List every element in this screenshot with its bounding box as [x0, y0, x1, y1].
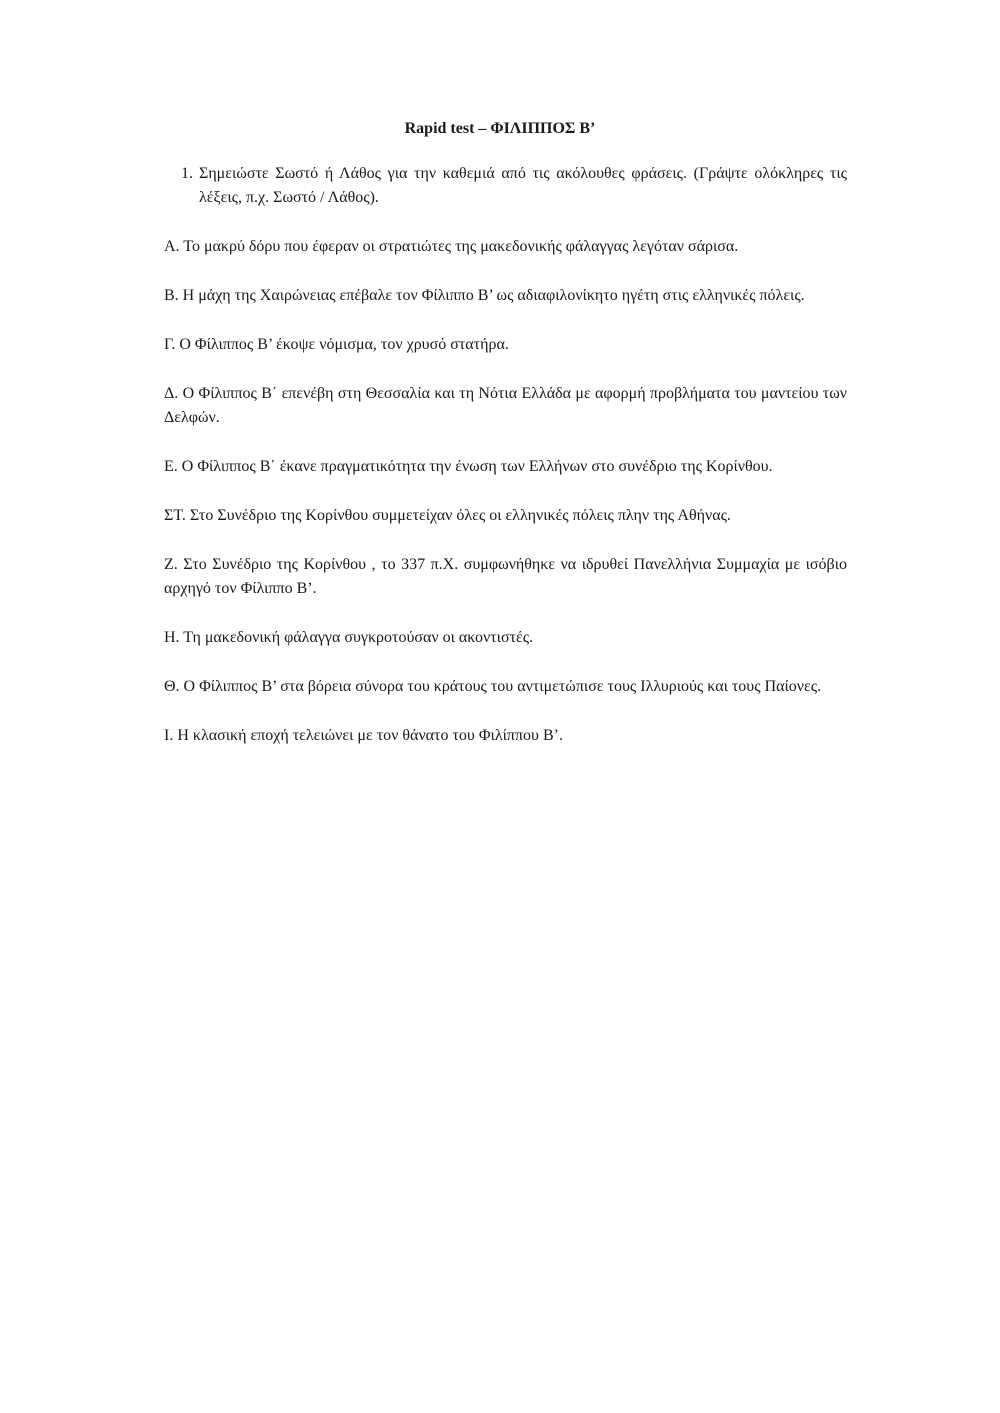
statement-z: Ζ. Στο Συνέδριο της Κορίνθου , το 337 π.Χ. συμφωνήθηκε να ιδρυθεί Πανελλήνια Συμμαχία με ισόβιο αρχηγό τον Φίλιππο Β’.: [164, 556, 847, 597]
statement-h: Η. Τη μακεδονική φάλαγγα συγκροτούσαν οι ακοντιστές.: [164, 629, 534, 646]
statement-b: Β. Η μάχη της Χαιρώνειας επέβαλε τον Φίλιππο Β’ ως αδιαφιλονίκητο ηγέτη στις ελληνικές πόλεις.: [164, 287, 805, 304]
statement-st: ΣΤ. Στο Συνέδριο της Κορίνθου συμμετείχαν όλες οι ελληνικές πόλεις πλην της Αθήνας.: [164, 507, 731, 524]
statement-th: Θ. Ο Φίλιππος Β’ στα βόρεια σύνορα του κράτους του αντιμετώπισε τους Ιλλυριούς και τους Παίονες.: [164, 678, 822, 695]
statement-g: Γ. Ο Φίλιππος Β’ έκοψε νόμισμα, τον χρυσό στατήρα.: [164, 336, 509, 353]
statement-i: Ι. Η κλασική εποχή τελειώνει με τον θάνατο του Φιλίππου Β’.: [164, 727, 563, 744]
statement-a: Α. Το μακρύ δόρυ που έφεραν οι στρατιώτες της μακεδονικής φάλαγγας λεγόταν σάρισα.: [164, 238, 739, 255]
instruction-item: [164, 162, 847, 210]
instruction-number: 1.: [181, 165, 193, 182]
statement-d: Δ. Ο Φίλιππος Β΄ επενέβη στη Θεσσαλία και τη Νότια Ελλάδα με αφορμή προβλήματα του μαντείου των Δελφών.: [164, 385, 847, 426]
document-title: Rapid test – ΦΙΛΙΠΠΟΣ Β’: [404, 120, 596, 137]
instruction-text: Σημειώστε Σωστό ή Λάθος για την καθεμιά από τις ακόλουθες φράσεις. (Γράψτε ολόκληρες τις λέξεις, π.χ. Σωστό / Λάθος).: [199, 165, 847, 206]
statement-e: Ε. Ο Φίλιππος Β΄ έκανε πραγματικότητα την ένωση των Ελλήνων στο συνέδριο της Κορίνθου.: [164, 458, 773, 475]
statement-list: [164, 235, 847, 773]
